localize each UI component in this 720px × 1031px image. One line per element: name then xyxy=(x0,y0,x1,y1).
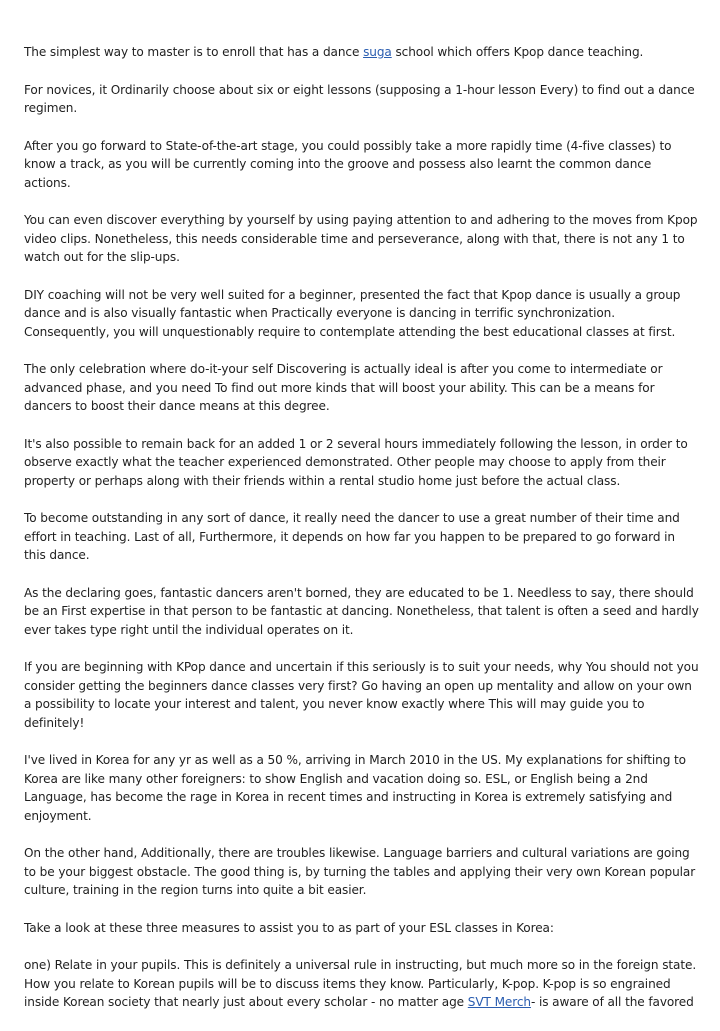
paragraph-13: Take a look at these three measures to assist you to as part of your ESL classes in Korea: xyxy=(24,920,554,935)
paragraph-5: DIY coaching will not be very well suited for a beginner, presented the fact that Kpop dance is usually a group dance and is also visually fantastic when Practically everyone is dancing in terrific synchronization. Consequently, you will unquestionably require to contemplate attending the best educational classes at first. xyxy=(24,287,681,339)
paragraph-14-text-before: one) Relate in your pupils. This is definitely a universal rule in instructing, but much more so in the foreign state. How you relate to Korean pupils will be to discuss items they know. Particularly, K-pop. K-pop is so engrained inside Korean society that nearly just about every scholar - no matter age xyxy=(24,958,697,1010)
paragraph-11: I've lived in Korea for any yr as well as a 50 %, arriving in March 2010 in the US. My explanations for shifting to Korea are like many other foreigners: to show English and vacation doing so. ESL, or English being a 2nd Language, has become the rage in Korea in recent times and instructing in Korea is extremely satisfying and enjoyment. xyxy=(24,753,686,823)
suga-link[interactable]: suga xyxy=(363,45,392,59)
paragraph-9: As the declaring goes, fantastic dancers aren't borned, they are educated to be 1. Needless to say, there should be an First expertise in that person to be fantastic at dancing. Nonetheless, that talent is often a seed and hardly ever takes type right until the individual operates on it. xyxy=(24,585,699,637)
paragraph-12: On the other hand, Additionally, there are troubles likewise. Language barriers and cultural variations are going to be your biggest obstacle. The good thing is, by turning the tables and applying their very own Korean popular culture, training in the region turns into quite a bit easier. xyxy=(24,846,696,898)
paragraph-10: If you are beginning with KPop dance and uncertain if this seriously is to suit your needs, why You should not you consider getting the beginners dance classes very first? Go having an open up mentality and allow on your own a possibility to locate your interest and talent, you never know exactly where This will may guide you to definitely! xyxy=(24,660,699,730)
paragraph-7: It's also possible to remain back for an added 1 or 2 several hours immediately following the lesson, in order to observe exactly what the teacher experienced demonstrated. Other people may choose to apply from their property or perhaps along with their friends within a rental studio home just before the actual class. xyxy=(24,436,688,488)
svt-merch-link[interactable]: SVT Merch xyxy=(467,995,531,1010)
paragraph-4: You can even discover everything by yourself by using paying attention to and adhering to the moves from Kpop video clips. Nonetheless, this needs considerable time and perseverance, along with that, there is not any 1 to watch out for the slip-ups. xyxy=(24,213,698,265)
paragraph-1-text-after: school which offers Kpop dance teaching. xyxy=(391,45,644,59)
article-body xyxy=(24,43,700,1031)
paragraph-6: The only celebration where do-it-your self Discovering is actually ideal is after you come to intermediate or advanced phase, and you need To find out more kinds that will boost your ability. This can be a means for dancers to boost their dance means at this degree. xyxy=(24,362,663,414)
paragraph-14-text-after: - is aware of all the favored xyxy=(530,995,694,1010)
paragraph-8: To become outstanding in any sort of dance, it really need the dancer to use a great number of their time and effort in teaching. Last of all, Furthermore, it depends on how far you happen to be prepared to go forward in this dance. xyxy=(24,511,680,563)
paragraph-14 xyxy=(24,956,700,1011)
paragraph-2: For novices, it Ordinarily choose about six or eight lessons (supposing a 1-hour lesson Every) to find out a dance regimen. xyxy=(24,82,695,116)
paragraph-1 xyxy=(24,43,700,61)
paragraph-1-text-before: The simplest way to master is to enroll that has a dance xyxy=(24,45,364,59)
paragraph-3: After you go forward to State-of-the-art stage, you could possibly take a more rapidly time (4-five classes) to know a track, as you will be currently coming into the groove and possess also learnt the common dance actions. xyxy=(24,138,672,190)
